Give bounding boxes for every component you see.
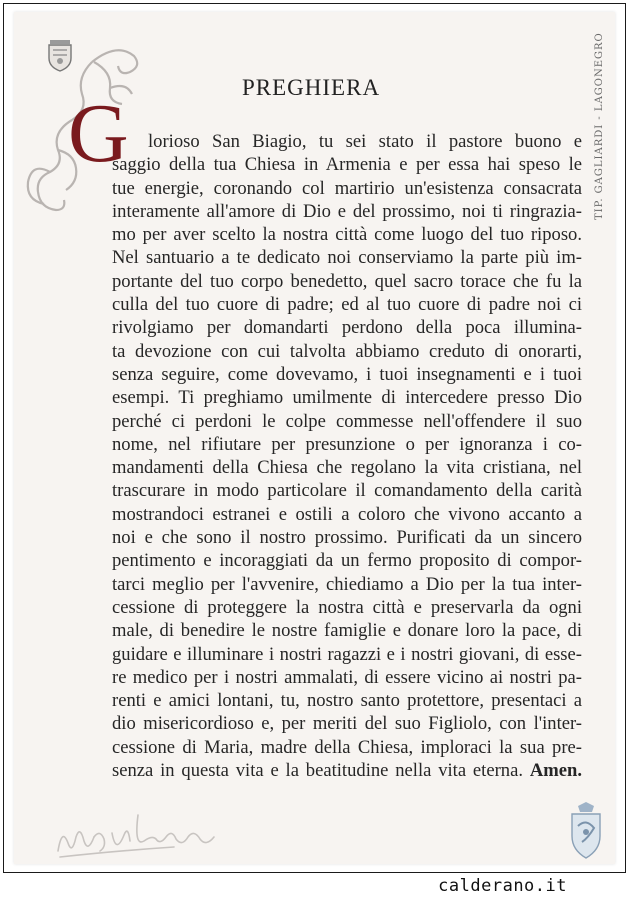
last-line-text: senza in questa vita e la beatitudine nella vita eterna.	[112, 760, 523, 782]
text-line: nome, nel rifiutare per presunzione o per ignoranza i co-	[112, 433, 582, 455]
text-line: portante del tuo corpo benedetto, quel sacro torace che fu la	[112, 270, 582, 292]
text-line: mo per aver scelto la nostra città come luogo del tuo riposo.	[112, 224, 582, 246]
text-line: saggio della tua Chiesa in Armenia e per essa hai speso le	[112, 154, 582, 176]
text-line: senza seguire, come dovevamo, i tuoi insegnamenti e i tuoi	[112, 363, 582, 385]
text-line: lorioso San Biagio, tu sei stato il pastore buono e	[148, 131, 582, 152]
text-line: ta devozione con cui talvolta abbiamo creduto di onorarti,	[112, 340, 582, 362]
text-line: interamente all'amore di Dio e del prossimo, noi ti ringrazia-	[112, 200, 582, 222]
text-line: guidare e illuminare i nostri ragazzi e i nostri giovani, di esse-	[112, 643, 582, 665]
text-line: cessione di Maria, madre della Chiesa, imploraci la sua pre-	[112, 736, 582, 758]
text-line: Nel santuario a te dedicato noi conserviamo la parte più im-	[112, 247, 582, 269]
text-line: dio misericordioso e, per meriti del suo Figliolo, con l'inter-	[112, 713, 582, 735]
text-line: tarci meglio per l'avvenire, chiediamo a Dio per la tua inter-	[112, 573, 582, 595]
text-line: male, di benedire le nostre famiglie e donare loro la pace, di	[112, 620, 582, 642]
site-watermark: calderano.it	[438, 876, 567, 896]
text-line: re medico per i nostri ammalati, di essere vicino ai nostri pa-	[112, 666, 582, 688]
printer-credit: TIP. GAGLIARDI - LAGONEGRO	[594, 32, 605, 220]
text-line-last	[112, 759, 582, 782]
amen-closing: Amen.	[529, 760, 582, 782]
prayer-text	[112, 130, 582, 782]
city-crest-icon	[566, 802, 606, 862]
text-line: mandamenti della Chiesa che regolano la vita cristiana, nel	[112, 457, 582, 479]
text-line: rivolgiamo per domandarti perdono della poca illumina-	[112, 317, 582, 339]
text-line: perché ci perdoni le colpe commesse nell'offendere il suo	[112, 410, 582, 432]
text-line: noi e che sono il nostro prossimo. Purificati da un sincero	[112, 527, 582, 549]
prayer-card	[14, 12, 615, 864]
handwritten-signature-icon	[54, 807, 224, 867]
text-line: esempi. Ti preghiamo umilmente di intercedere presso Dio	[112, 387, 582, 409]
text-line: pentimento e incoraggiati da un fermo proposito di compor-	[112, 550, 582, 572]
photo-frame	[3, 3, 626, 873]
drop-cap-letter: G	[68, 87, 129, 180]
text-line: cessione di proteggere la nostra città e preservarla da ogni	[112, 596, 582, 618]
page-title: PREGHIERA	[242, 75, 381, 100]
text-line: renti e amici lontani, tu, nostro santo protettore, presentaci a	[112, 690, 582, 712]
text-line: trascurare in modo particolare il comandamento della carità	[112, 480, 582, 502]
text-line: mostrandoci estranei e ostili a coloro che vivono accanto a	[112, 503, 582, 525]
text-line: culla del tuo cuore di padre; ed al tuo cuore di padre noi ci	[112, 294, 582, 316]
text-line: tue energie, coronando col martirio un'esistenza consacrata	[112, 177, 582, 199]
footer-bar	[0, 874, 631, 900]
